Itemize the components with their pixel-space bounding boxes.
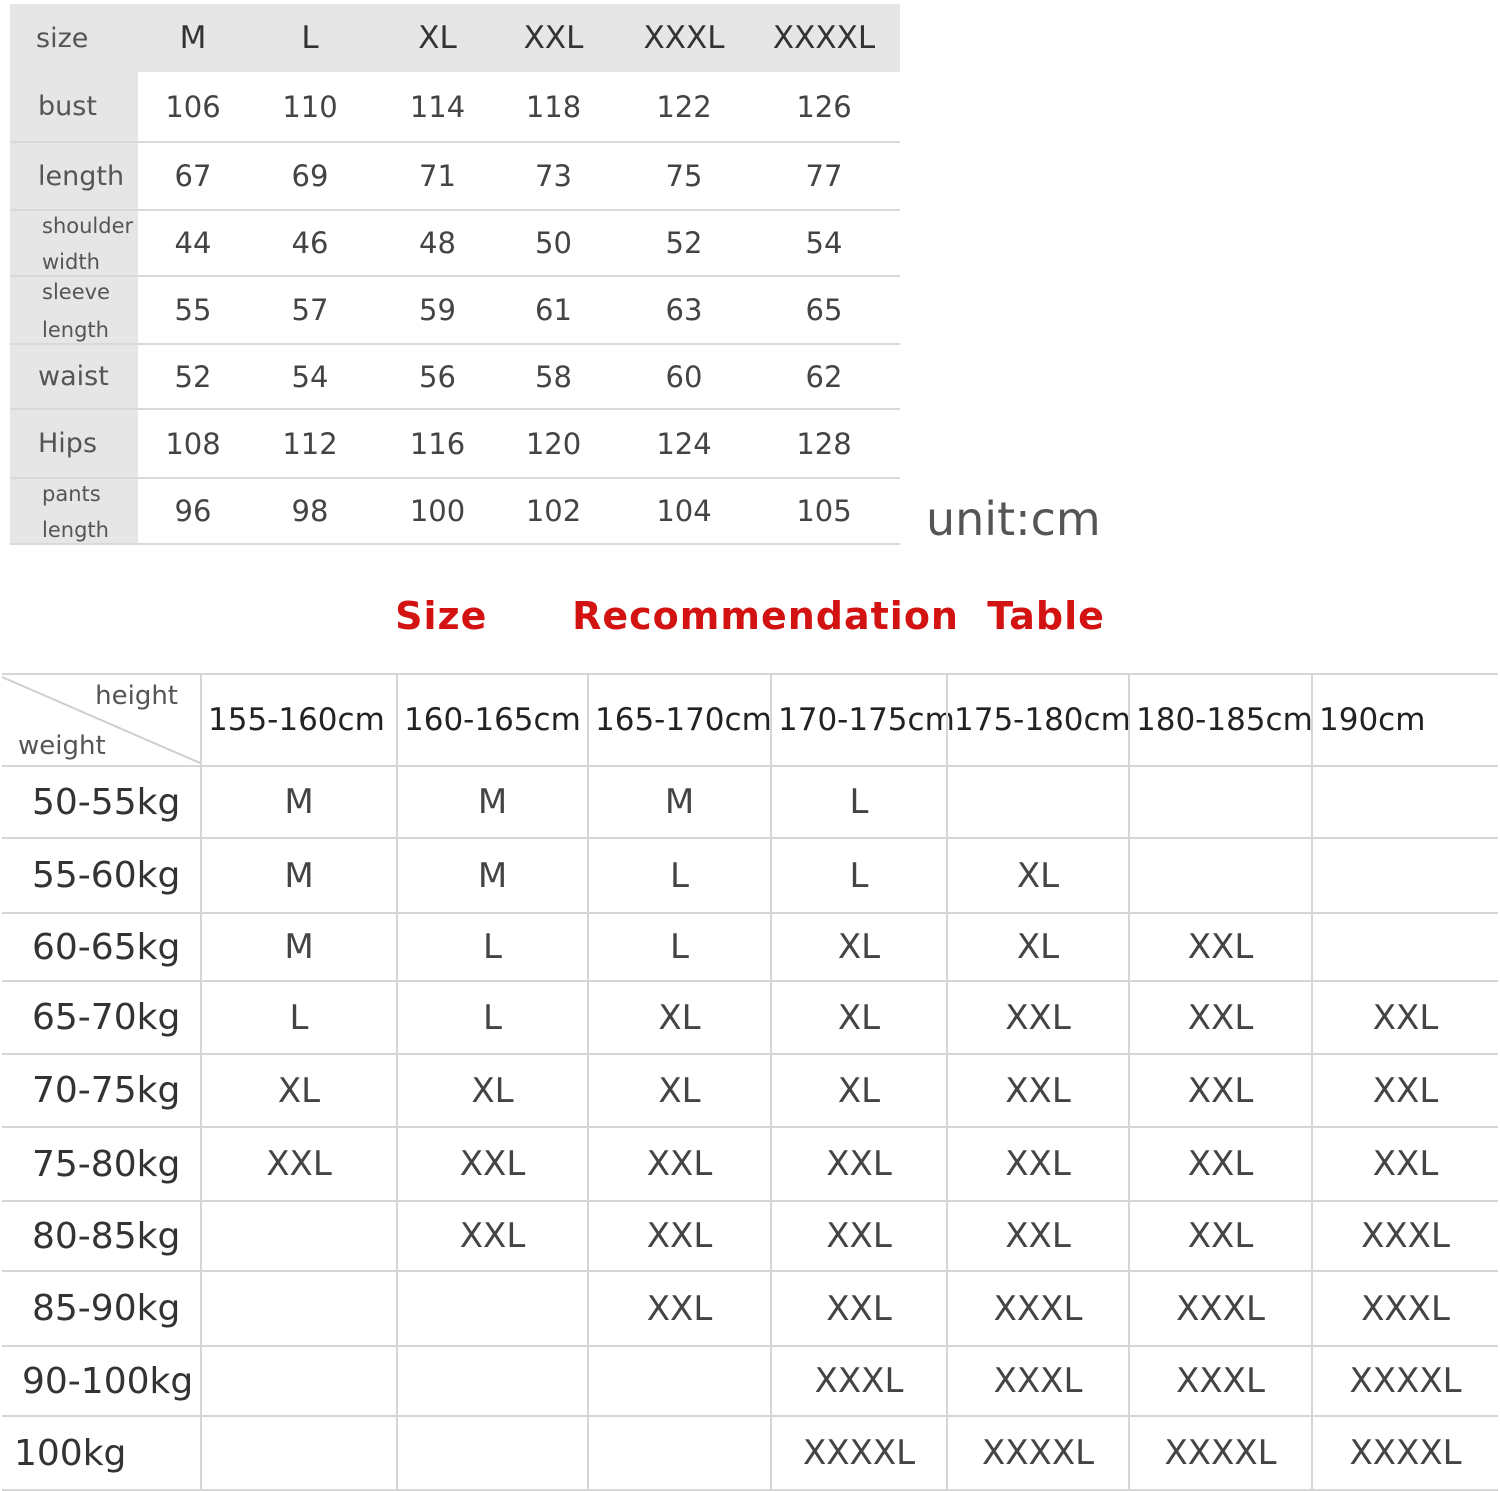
recommendation-row xyxy=(2,837,1498,912)
measurement-value: 69 xyxy=(291,159,329,193)
measurement-row xyxy=(10,479,900,545)
measurement-value: 112 xyxy=(282,426,338,461)
recommended-size-cell: XXL xyxy=(946,1128,1128,1200)
recommended-size-cell xyxy=(200,1347,396,1415)
recommended-size-cell: XXXXL xyxy=(770,1417,946,1489)
measurement-label-part: sleeve xyxy=(42,280,110,304)
corner-height-label: height xyxy=(95,681,178,711)
recommended-size-cell xyxy=(396,1272,587,1345)
recommended-size-cell: XXXL xyxy=(1128,1347,1311,1415)
recommended-size-cell: XXXL xyxy=(1311,1202,1498,1270)
height-header-cell: 160-165cm xyxy=(396,675,587,765)
measurement-label xyxy=(10,72,138,141)
recommended-size-cell: XXL xyxy=(200,1128,396,1200)
size-header-cell: XXL xyxy=(523,20,584,56)
recommended-size-cell: M xyxy=(200,767,396,837)
measurement-value: 102 xyxy=(525,494,582,528)
recommended-size-cell: XL xyxy=(587,982,770,1053)
measurement-value: 75 xyxy=(665,159,703,193)
recommended-size-cell: L xyxy=(587,839,770,912)
recommended-size-cell xyxy=(200,1202,396,1270)
measurement-row xyxy=(10,277,900,345)
recommended-size-cell: XL xyxy=(946,839,1128,912)
recommended-size-cell: XXXXL xyxy=(946,1417,1128,1489)
recommended-size-cell: XXL xyxy=(1128,1202,1311,1270)
measurement-row xyxy=(10,410,900,479)
weight-label: 50-55kg xyxy=(32,781,181,823)
weight-label: 90-100kg xyxy=(22,1360,194,1402)
recommendation-row xyxy=(2,1126,1498,1200)
measurement-value: 52 xyxy=(665,226,703,260)
recommended-size-cell: L xyxy=(770,839,946,912)
measurement-value: 54 xyxy=(805,226,843,260)
recommended-size-cell: XXXL xyxy=(946,1272,1128,1345)
recommended-size-cell: XXL xyxy=(587,1128,770,1200)
measurement-value: 118 xyxy=(525,89,582,124)
size-header-cell: XXXXL xyxy=(772,20,876,56)
recommended-size-cell xyxy=(200,1417,396,1489)
recommended-size-cell: XXL xyxy=(1311,1128,1498,1200)
measurement-value: 54 xyxy=(291,359,329,394)
recommended-size-cell: XXL xyxy=(1128,1055,1311,1126)
recommended-size-cell: XL xyxy=(200,1055,396,1126)
measurement-row xyxy=(10,72,900,143)
recommended-size-cell: XXL xyxy=(770,1272,946,1345)
measurement-value: 105 xyxy=(796,494,852,528)
measurement-value: 77 xyxy=(805,159,843,193)
measurement-value: 52 xyxy=(174,359,212,394)
recommended-size-cell: M xyxy=(396,767,587,837)
size-header-cell: XXXL xyxy=(643,20,725,56)
measurement-value: 48 xyxy=(419,226,456,260)
recommendation-row xyxy=(2,1200,1498,1270)
size-corner-label: size xyxy=(10,4,138,72)
height-header-cell: 165-170cm xyxy=(587,675,770,765)
recommended-size-cell: XXL xyxy=(946,1202,1128,1270)
recommended-size-cell: XXL xyxy=(1128,914,1311,980)
weight-label: 100kg xyxy=(14,1432,127,1474)
recommended-size-cell xyxy=(1311,914,1498,980)
measurement-value: 124 xyxy=(656,426,712,461)
size-measurement-table xyxy=(10,4,900,545)
measurement-row xyxy=(10,345,900,410)
measurement-value: 62 xyxy=(805,359,843,394)
recommended-size-cell: XXXXL xyxy=(1311,1347,1498,1415)
recommended-size-cell xyxy=(1311,839,1498,912)
measurement-label-part: width xyxy=(42,250,100,274)
recommended-size-cell xyxy=(1128,767,1311,837)
measurement-value: 116 xyxy=(409,426,466,461)
weight-label: 80-85kg xyxy=(32,1215,181,1257)
measurement-value: 63 xyxy=(665,293,703,327)
recommended-size-cell: XL xyxy=(946,914,1128,980)
recommended-size-cell: XXXL xyxy=(946,1347,1128,1415)
measurement-value: 55 xyxy=(174,293,212,327)
height-header-cell: 180-185cm xyxy=(1128,675,1311,765)
recommended-size-cell xyxy=(200,1272,396,1345)
size-header-cell: XL xyxy=(418,20,457,56)
measurement-value: 122 xyxy=(656,89,712,124)
size-header-row xyxy=(10,4,900,72)
measurement-label xyxy=(10,277,138,343)
measurement-label xyxy=(10,211,138,275)
measurement-label-part: length xyxy=(38,160,125,192)
recommended-size-cell xyxy=(587,1347,770,1415)
recommended-size-cell: XXL xyxy=(770,1202,946,1270)
recommended-size-cell: XXL xyxy=(587,1272,770,1345)
measurement-value: 46 xyxy=(291,226,329,260)
recommended-size-cell: XXL xyxy=(1128,982,1311,1053)
measurement-value: 96 xyxy=(174,494,212,528)
height-header-row xyxy=(2,673,1498,765)
measurement-value: 120 xyxy=(525,426,582,461)
recommended-size-cell: XL xyxy=(770,914,946,980)
measurement-value: 114 xyxy=(409,89,466,124)
recommended-size-cell xyxy=(1311,767,1498,837)
weight-label: 75-80kg xyxy=(32,1143,181,1185)
recommendation-row xyxy=(2,912,1498,980)
measurement-value: 104 xyxy=(656,494,712,528)
size-header-cell: M xyxy=(179,20,207,56)
recommendation-row xyxy=(2,1053,1498,1126)
recommended-size-cell: XXL xyxy=(1311,982,1498,1053)
recommended-size-cell: XL xyxy=(770,982,946,1053)
measurement-value: 126 xyxy=(796,89,852,124)
height-header-cell: 155-160cm xyxy=(200,675,396,765)
weight-label: 85-90kg xyxy=(32,1288,181,1329)
measurement-value: 58 xyxy=(535,359,572,394)
recommended-size-cell: M xyxy=(587,767,770,837)
measurement-value: 100 xyxy=(409,494,466,528)
recommended-size-cell: L xyxy=(396,982,587,1053)
recommended-size-cell: XXXL xyxy=(1311,1272,1498,1345)
height-header-cell: 190cm xyxy=(1311,675,1498,765)
measurement-label-part: bust xyxy=(38,91,97,122)
recommended-size-cell: XXXXL xyxy=(1311,1417,1498,1489)
measurement-value: 57 xyxy=(291,293,329,327)
measurement-value: 65 xyxy=(805,293,843,327)
recommended-size-cell: L xyxy=(587,914,770,980)
recommended-size-cell: XL xyxy=(587,1055,770,1126)
measurement-row xyxy=(10,211,900,277)
recommended-size-cell xyxy=(946,767,1128,837)
corner-weight-label: weight xyxy=(18,731,106,761)
recommendation-row xyxy=(2,1415,1498,1491)
measurement-label xyxy=(10,143,138,209)
recommended-size-cell: M xyxy=(200,914,396,980)
weight-label: 70-75kg xyxy=(32,1070,181,1111)
weight-label: 60-65kg xyxy=(32,926,181,968)
measurement-label-part: Hips xyxy=(38,428,98,459)
measurement-label-part: shoulder xyxy=(42,214,134,238)
measurement-value: 56 xyxy=(419,359,456,394)
measurement-label-part: length xyxy=(42,318,109,342)
measurement-row xyxy=(10,143,900,211)
recommended-size-cell: L xyxy=(200,982,396,1053)
recommended-size-cell: L xyxy=(770,767,946,837)
measurement-value: 106 xyxy=(165,89,221,124)
measurement-value: 59 xyxy=(419,293,456,327)
recommendation-row xyxy=(2,765,1498,837)
measurement-value: 44 xyxy=(174,226,212,260)
measurement-value: 128 xyxy=(796,426,852,461)
measurement-label-part: waist xyxy=(38,361,109,392)
measurement-value: 50 xyxy=(535,226,572,260)
recommended-size-cell: XXXL xyxy=(770,1347,946,1415)
recommendation-row xyxy=(2,1270,1498,1345)
measurement-label xyxy=(10,410,138,477)
recommended-size-cell: XXL xyxy=(587,1202,770,1270)
recommended-size-cell: M xyxy=(396,839,587,912)
recommendation-title: Size Recommendation Table xyxy=(395,594,1105,638)
recommended-size-cell: XXL xyxy=(396,1202,587,1270)
recommended-size-cell: XL xyxy=(770,1055,946,1126)
recommended-size-cell: XL xyxy=(396,1055,587,1126)
weight-label: 65-70kg xyxy=(32,997,181,1038)
measurement-value: 61 xyxy=(535,293,572,327)
measurement-value: 108 xyxy=(165,426,221,461)
measurement-label xyxy=(10,479,138,543)
recommended-size-cell: XXL xyxy=(946,1055,1128,1126)
recommendation-row xyxy=(2,980,1498,1053)
recommended-size-cell: M xyxy=(200,839,396,912)
recommended-size-cell: XXXL xyxy=(1128,1272,1311,1345)
height-header-cell: 170-175cm xyxy=(770,675,946,765)
recommended-size-cell: XXL xyxy=(770,1128,946,1200)
size-recommendation-table xyxy=(2,673,1498,1491)
measurement-value: 73 xyxy=(535,159,572,193)
unit-label: unit:cm xyxy=(926,492,1101,546)
recommendation-row xyxy=(2,1345,1498,1415)
measurement-value: 60 xyxy=(665,359,703,394)
height-header-cell: 175-180cm xyxy=(946,675,1128,765)
recommended-size-cell xyxy=(1128,839,1311,912)
measurement-value: 110 xyxy=(282,89,338,124)
height-weight-corner xyxy=(2,675,200,765)
size-header-cell: L xyxy=(301,20,319,56)
measurement-value: 67 xyxy=(174,159,212,193)
recommended-size-cell: XXL xyxy=(1128,1128,1311,1200)
recommended-size-cell xyxy=(396,1347,587,1415)
measurement-label xyxy=(10,345,138,408)
recommended-size-cell: XXXXL xyxy=(1128,1417,1311,1489)
measurement-value: 71 xyxy=(419,159,456,193)
recommended-size-cell: L xyxy=(396,914,587,980)
measurement-label-part: length xyxy=(42,518,109,542)
measurement-value: 98 xyxy=(291,494,329,528)
recommended-size-cell: XXL xyxy=(396,1128,587,1200)
recommended-size-cell: XXL xyxy=(946,982,1128,1053)
weight-label: 55-60kg xyxy=(32,855,181,896)
recommended-size-cell: XXL xyxy=(1311,1055,1498,1126)
recommended-size-cell xyxy=(587,1417,770,1489)
measurement-label-part: pants xyxy=(42,482,101,506)
recommended-size-cell xyxy=(396,1417,587,1489)
